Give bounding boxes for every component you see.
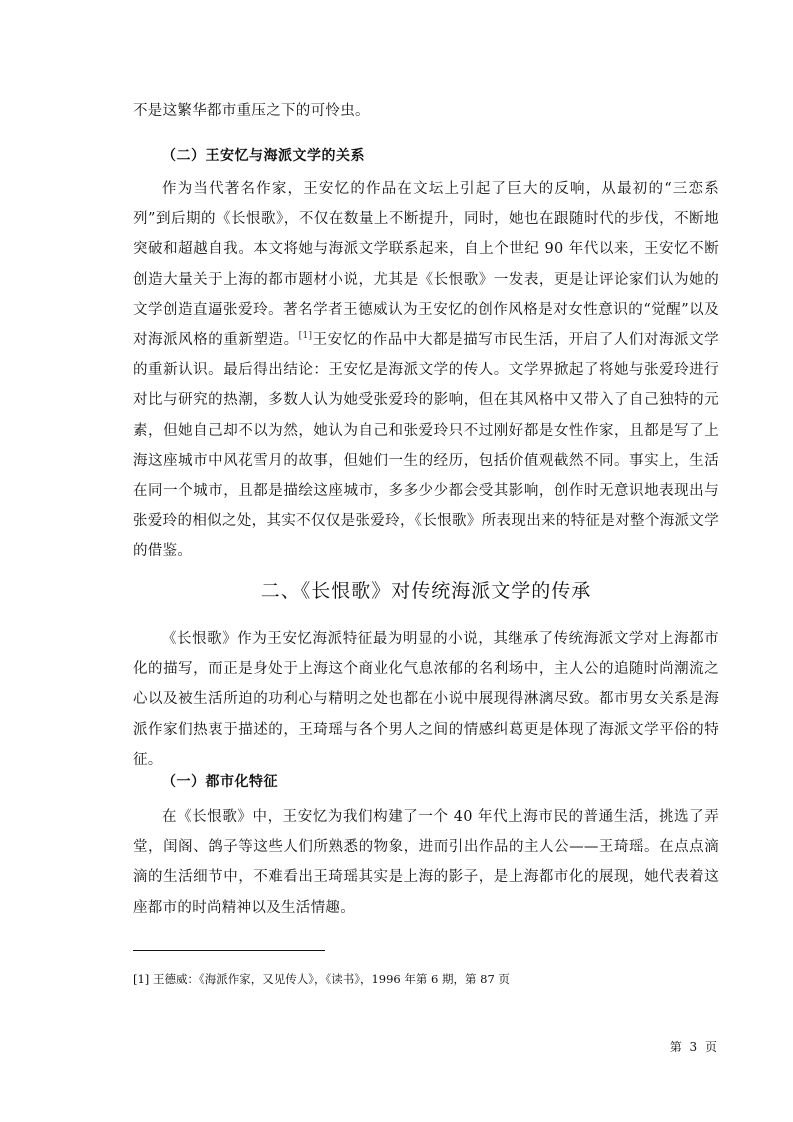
section-2-intro-paragraph — [133, 624, 719, 775]
subsection-paragraph-text: 在《长恨歌》中，王安忆为我们构建了一个 40 年代上海市民的普通生活，挑选了弄堂，闺阁、鸽子等这些人们所熟悉的物象，进而引出作品的主人公——王琦瑶。在点点滴滴的生活细节中，不难看出王琦瑶其实是上海的影子，是上海都市化的展现，她代表着这座都市的时尚精神以及生活情趣。 — [133, 809, 719, 916]
paragraph-text-part1: 作为当代著名作家，王安忆的作品在文坛上引起了巨大的反响，从最初的“三恋系列”到后期的《长恨歌》，不仅在数量上不断提升，同时，她也在跟随时代的步伐，不断地突破和超越自我。本文将她与海派文学联系起来，自上个世纪 90 年代以来，王安忆不断创造大量关于上海的都市题材小说，尤其是《长恨歌》一发表，更是让评论家们认为她的文学创造直逼张爱玲。著名学者王德威认为王安忆的创作风格是对女性意识的“觉醒”以及对海派风格的重新塑造。 — [133, 181, 719, 349]
intro-text: 《长恨歌》作为王安忆海派特征最为明显的小说，其继承了传统海派文学对上海都市化的描写，而正是身处于上海这个商业化气息浓郁的名利场中，主人公的追随时尚潮流之心以及被生活所迫的功利心与精明之处也都在小说中展现得淋漓尽致。都市男女关系是海派作家们热衷于描述的，王琦瑶与各个男人之间的情感纠葛更是体现了海派文学平俗的特征。 — [133, 631, 719, 768]
paragraph-text-part2: 王安忆的作品中大都是描写市民生活，开启了人们对海派文学的重新认识。最后得出结论：王安忆是海派文学的传人。文学界掀起了将她与张爱玲进行对比与研究的热潮，多数人认为她受张爱玲的影响，但在其风格中又带入了自己独特的元素，但她自己却不以为然，她认为自己和张爱玲只不过刚好都是女性作家，且都是写了上海这座城市中风花雪月的故事，但她们一生的经历，包括价值观截然不同。事实上，生活在同一个城市，且都是描绘这座城市，多多少少都会受其影响，创作时无意识地表现出与张爱玲的相似之处，其实不仅仅是张爱玲，《长恨歌》所表现出来的特征是对整个海派文学的借鉴。 — [133, 332, 719, 560]
subsection-heading-2-1: （一）都市化特征 — [162, 774, 278, 790]
subsection-heading-2: （二）王安忆与海派文学的关系 — [162, 148, 365, 164]
section-heading-2: 二、《长恨歌》对传统海派文学的传承 — [260, 580, 592, 602]
footnote-divider — [133, 950, 325, 951]
footnote-1: [1] 王德威：《海派作家，又见传人》，《读书》，1996 年第 6 期，第 87 页 — [133, 972, 510, 986]
subsection-2-1-paragraph — [133, 802, 719, 923]
subsection-2-paragraph — [133, 174, 719, 567]
continuation-paragraph — [133, 96, 719, 126]
footnote-reference-1[interactable]: [1] — [298, 331, 313, 342]
continuation-text: 不是这繁华都市重压之下的可怜虫。 — [133, 103, 370, 119]
page-number: 第 3 页 — [669, 1040, 719, 1054]
